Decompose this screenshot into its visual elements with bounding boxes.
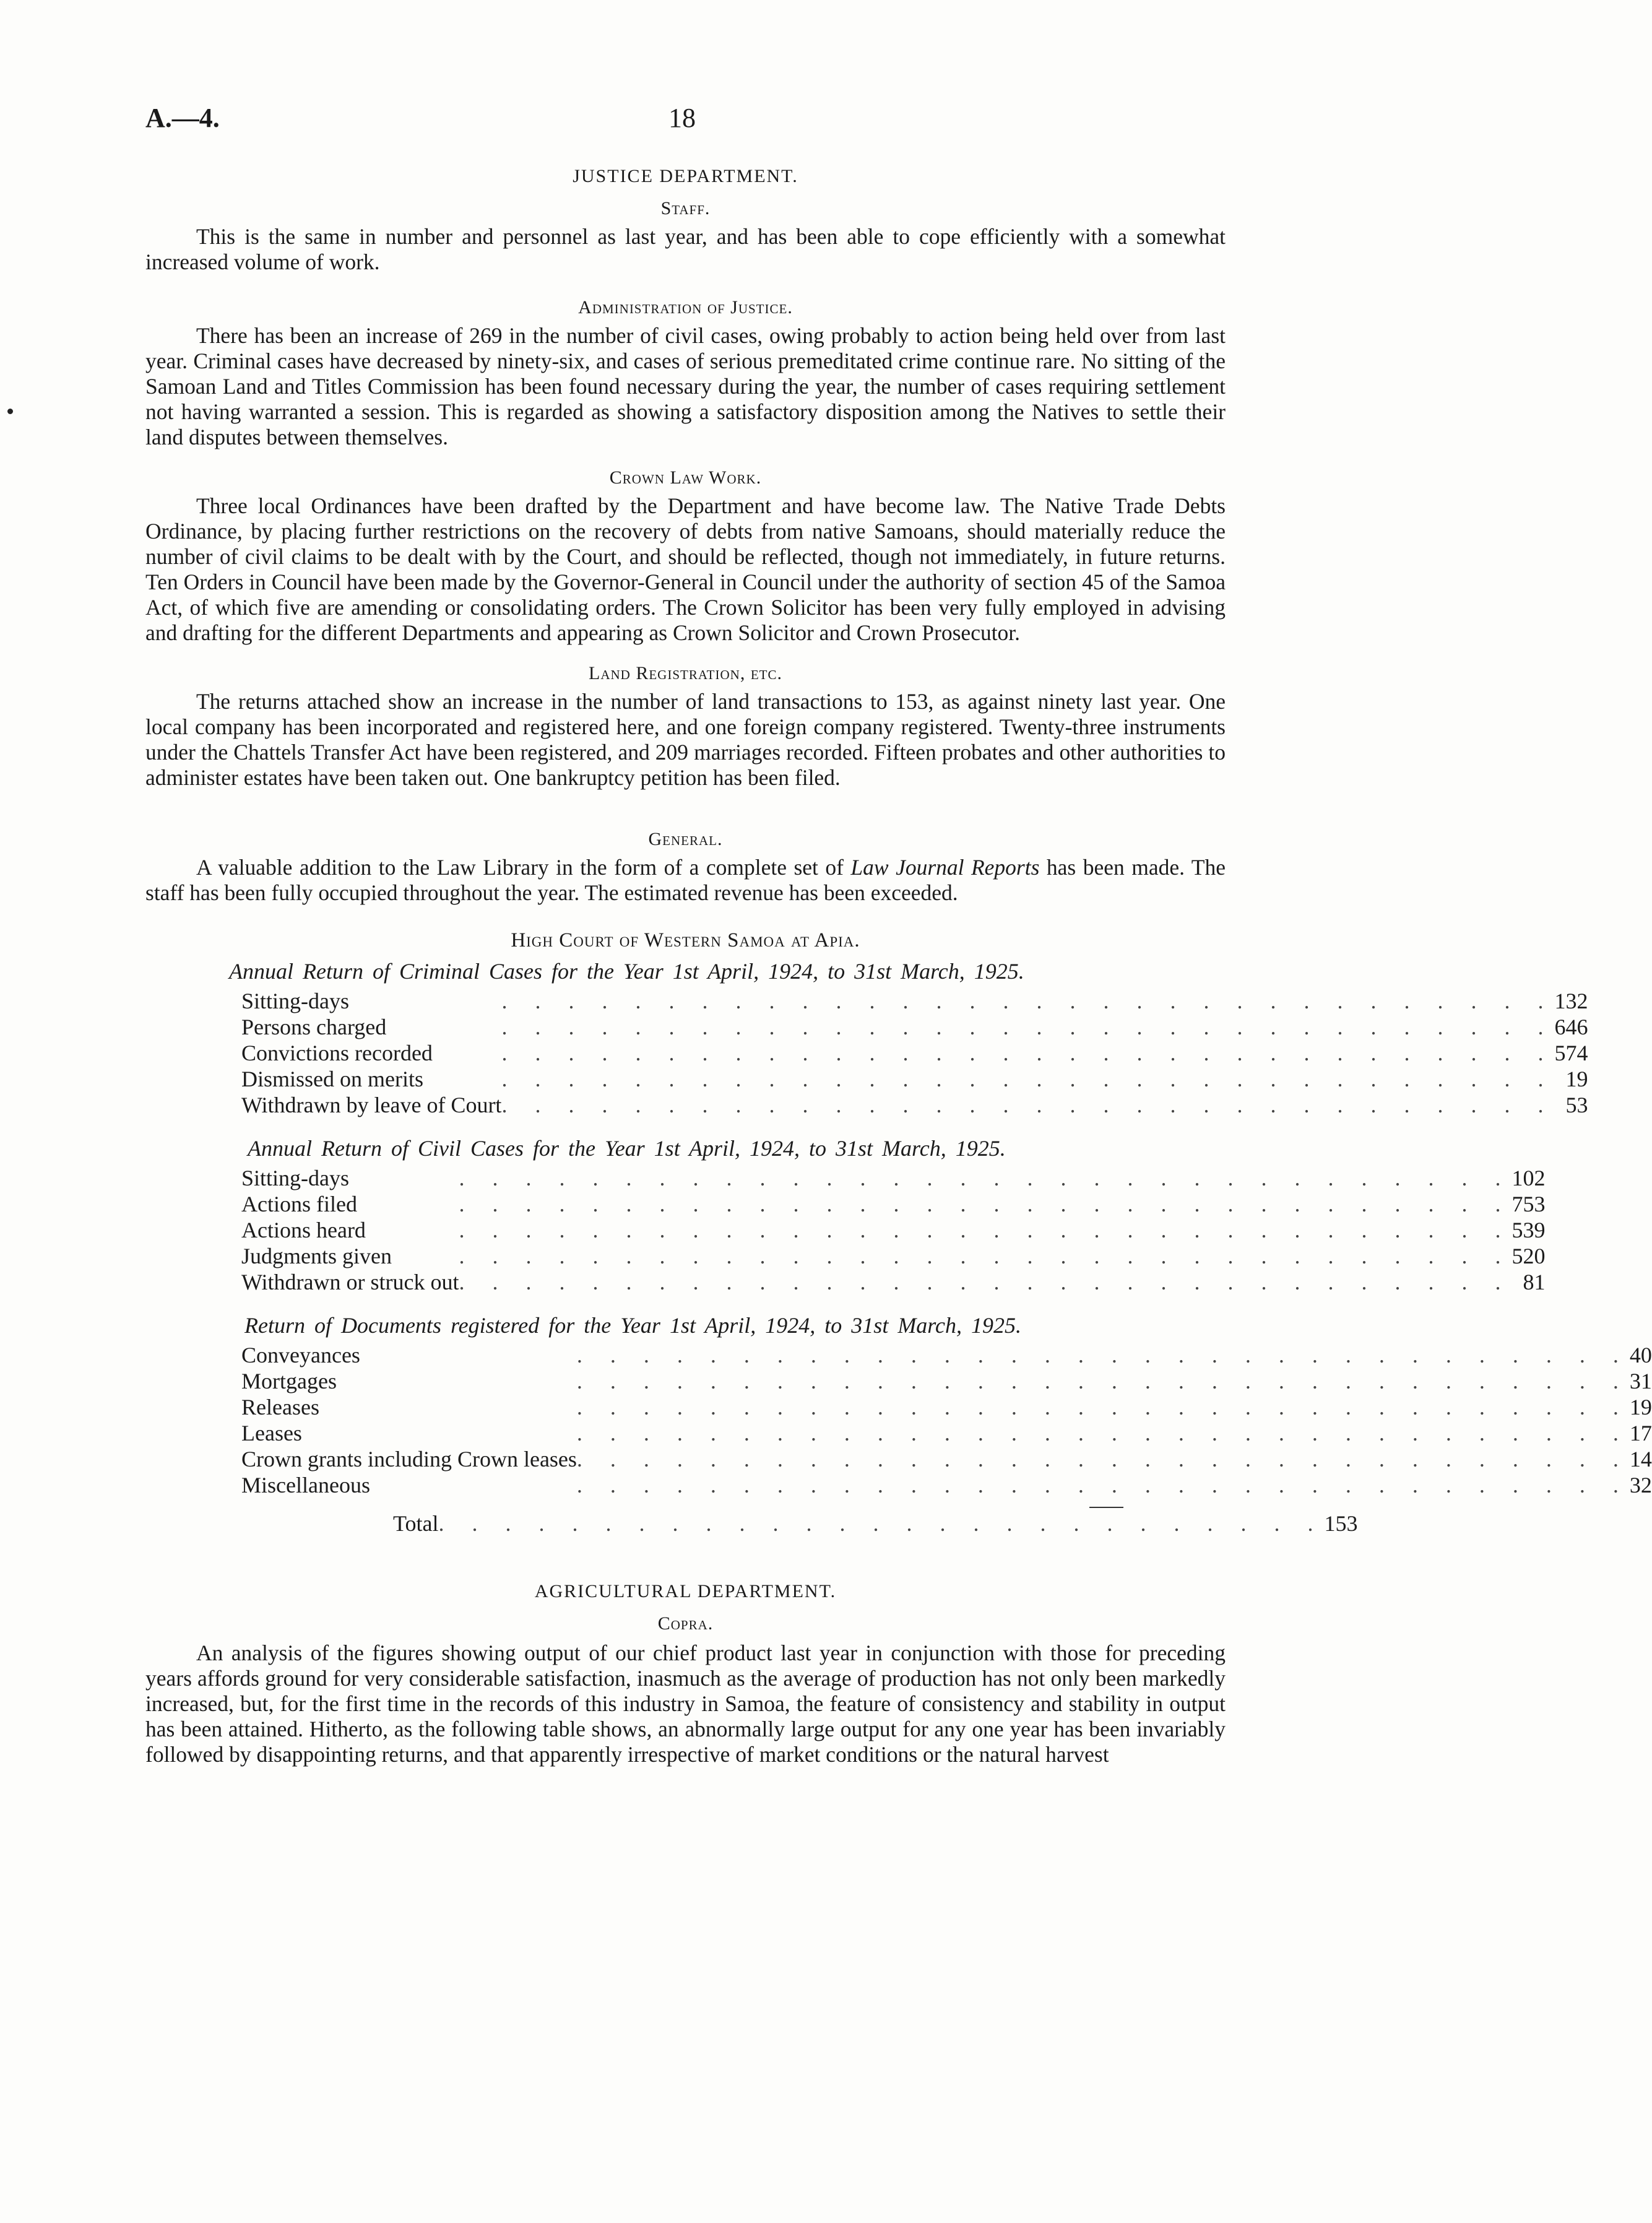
row-label: Miscellaneous — [241, 1473, 370, 1497]
agricultural-department-heading: AGRICULTURAL DEPARTMENT. — [534, 1581, 837, 1601]
table-row: Conveyances . . . . . . . . . . . . . . . . . . . . . . . . . . . . . . . . 40 — [241, 1343, 1652, 1367]
law-journal-reports-title: Law Journal Reports — [850, 855, 1040, 880]
general-heading: General. — [648, 829, 723, 849]
row-label: Leases — [241, 1421, 302, 1445]
table-row: Dismissed on merits . . . . . . . . . . . . . . . . . . . . . . . . . . . . . . . . 19 — [241, 1067, 1588, 1091]
row-label: Persons charged — [241, 1015, 387, 1039]
total-label: Total — [393, 1511, 439, 1536]
row-value: 17 — [1629, 1421, 1652, 1445]
table-row: Judgments given . . . . . . . . . . . . . . . . . . . . . . . . . . . . . . . . 520 — [241, 1244, 1546, 1268]
general-paragraph — [145, 855, 1226, 906]
total-value: 153 — [1324, 1511, 1358, 1536]
justice-department-heading: JUSTICE DEPARTMENT. — [573, 166, 798, 186]
documents-total-table — [241, 1510, 1357, 1536]
row-value: 19 — [1629, 1395, 1652, 1419]
land-registration-paragraph: The returns attached show an increase in the number of land transactions to 153, as against ninety last year. One local company has been incorporated and registered here, and one foreign company registered. Twenty-three instruments under the Chattels Transfer Act have been registered, and 209 marriages recorded. Fifteen probates and other authorities to administer estates have been taken out. One bankruptcy petition has been filed. — [145, 689, 1226, 790]
administration-paragraph: There has been an increase of 269 in the number of civil cases, owing probably to action being held over from last year. Criminal cases have decreased by ninety-six, and cases of serious premeditated crime continue rare. No sitting of the Samoan Land and Titles Commission has been found necessary during the year, the number of cases requiring settlement not having warranted a session. This is regarded as showing a satisfactory disposition among the Natives to settle their land disputes between themselves. — [145, 323, 1226, 449]
row-value: 19 — [1565, 1067, 1588, 1091]
row-value: 132 — [1554, 989, 1588, 1013]
row-value: 31 — [1629, 1369, 1652, 1393]
row-label: Actions heard — [241, 1218, 366, 1242]
row-value: 574 — [1554, 1041, 1588, 1065]
document-reference: A.—4. — [145, 103, 220, 133]
table-row: Actions heard . . . . . . . . . . . . . . . . . . . . . . . . . . . . . . . . 539 — [241, 1218, 1546, 1242]
civil-return-title: Annual Return of Civil Cases for the Year 1st April, 1924, to 31st March, 1925. — [248, 1136, 1006, 1161]
crown-law-heading: Crown Law Work. — [609, 467, 762, 488]
criminal-return-table — [241, 988, 1588, 1118]
row-value: 539 — [1511, 1218, 1546, 1242]
row-label: Withdrawn or struck out — [241, 1270, 459, 1294]
criminal-return-title: Annual Return of Criminal Cases for the Year 1st April, 1924, to 31st March, 1925. — [229, 959, 1024, 984]
row-value: 40 — [1629, 1343, 1652, 1367]
row-value: 32 — [1629, 1473, 1652, 1497]
row-label: Sitting-days — [241, 1166, 350, 1190]
table-row: Miscellaneous . . . . . . . . . . . . . . . . . . . . . . . . . . . . . . . . 32 — [241, 1473, 1652, 1497]
page-number: 18 — [668, 103, 696, 133]
table-row: Actions filed . . . . . . . . . . . . . . . . . . . . . . . . . . . . . . . . 753 — [241, 1192, 1546, 1216]
row-label: Convictions recorded — [241, 1041, 433, 1065]
civil-return-table — [241, 1165, 1545, 1295]
row-value: 646 — [1554, 1015, 1588, 1039]
page-body — [145, 0, 1652, 1767]
row-value: 102 — [1511, 1166, 1546, 1190]
copra-heading: Copra. — [657, 1613, 714, 1634]
row-label: Actions filed — [241, 1192, 357, 1216]
general-text-end: has been made. The staff has been fully occupied throughout the year. The estimated revenue has been exceeded. — [145, 855, 1226, 905]
table-row: Convictions recorded . . . . . . . . . . . . . . . . . . . . . . . . . . . . . . . . 574 — [241, 1041, 1588, 1065]
row-label: Sitting-days — [241, 989, 350, 1013]
row-label: Withdrawn by leave of Court — [241, 1093, 502, 1117]
high-court-heading: High Court of Western Samoa at Apia. — [511, 929, 860, 951]
row-label: Releases — [241, 1395, 319, 1419]
margin-dot — [7, 409, 13, 414]
row-value: 753 — [1511, 1192, 1546, 1216]
row-value: 14 — [1629, 1447, 1652, 1471]
administration-heading: Administration of Justice. — [578, 297, 793, 318]
total-row: Total . . . . . . . . . . . . . . . . . . . . . . . . . . . 153 — [241, 1510, 1357, 1536]
copra-paragraph: An analysis of the figures showing output of our chief product last year in conjunction with those for preceding years affords ground for very considerable satisfaction, inasmuch as the average of production has not only been markedly increased, but, for the first time in the records of this industry in Samoa, the feature of consistency and stability in output has been attained. Hitherto, as the following table shows, an abnormally large output for any one year has been invariably followed by disappointing returns, and that apparently irrespective of market conditions or the natural harvest — [145, 1640, 1226, 1767]
table-row: Sitting-days . . . . . . . . . . . . . . . . . . . . . . . . . . . . . . . . 102 — [241, 1166, 1546, 1190]
table-row: Crown grants including Crown leases . . . . . . . . . . . . . . . . . . . . . . . . . . . . . . . . 14 — [241, 1447, 1652, 1471]
total-rule — [1089, 1507, 1123, 1508]
row-label: Crown grants including Crown leases — [241, 1447, 577, 1471]
staff-heading: Staff. — [660, 198, 711, 219]
table-row: Sitting-days . . . . . . . . . . . . . . . . . . . . . . . . . . . . . . . . 132 — [241, 989, 1588, 1013]
table-row: Releases . . . . . . . . . . . . . . . . . . . . . . . . . . . . . . . . 19 — [241, 1395, 1652, 1419]
row-label: Judgments given — [241, 1244, 392, 1268]
documents-return-title: Return of Documents registered for the Year 1st April, 1924, to 31st March, 1925. — [244, 1313, 1021, 1338]
row-value: 53 — [1565, 1093, 1588, 1117]
row-label: Dismissed on merits — [241, 1067, 423, 1091]
row-value: 520 — [1511, 1244, 1546, 1268]
row-label: Conveyances — [241, 1343, 360, 1367]
row-label: Mortgages — [241, 1369, 337, 1393]
table-row: Withdrawn or struck out . . . . . . . . . . . . . . . . . . . . . . . . . . . . . . . . 81 — [241, 1270, 1546, 1294]
row-value: 81 — [1523, 1270, 1546, 1294]
general-text-start: A valuable addition to the Law Library in the form of a complete set of — [196, 855, 851, 880]
table-row: Withdrawn by leave of Court . . . . . . . . . . . . . . . . . . . . . . . . . . . . . . . . 53 — [241, 1093, 1588, 1117]
crown-law-paragraph: Three local Ordinances have been drafted by the Department and have become law. The Native Trade Debts Ordinance, by placing further restrictions on the recovery of debts from native Samoans, should materially reduce the number of civil claims to be dealt with by the Court, and should be reflected, though not immediately, in future returns. Ten Orders in Council have been made by the Governor-General in Council under the authority of section 45 of the Samoa Act, of which five are amending or consolidating orders. The Crown Solicitor has been very fully employed in advising and drafting for the different Departments and appearing as Crown Solicitor and Crown Prosecutor. — [145, 493, 1226, 645]
staff-paragraph: This is the same in number and personnel as last year, and has been able to cope efficiently with a somewhat increased volume of work. — [145, 224, 1226, 274]
documents-return-table — [241, 1342, 1652, 1498]
table-row: Leases . . . . . . . . . . . . . . . . . . . . . . . . . . . . . . . . 17 — [241, 1421, 1652, 1445]
table-row: Persons charged . . . . . . . . . . . . . . . . . . . . . . . . . . . . . . . . 646 — [241, 1015, 1588, 1039]
land-registration-heading: Land Registration, etc. — [589, 663, 782, 683]
table-row: Mortgages . . . . . . . . . . . . . . . . . . . . . . . . . . . . . . . . 31 — [241, 1369, 1652, 1393]
